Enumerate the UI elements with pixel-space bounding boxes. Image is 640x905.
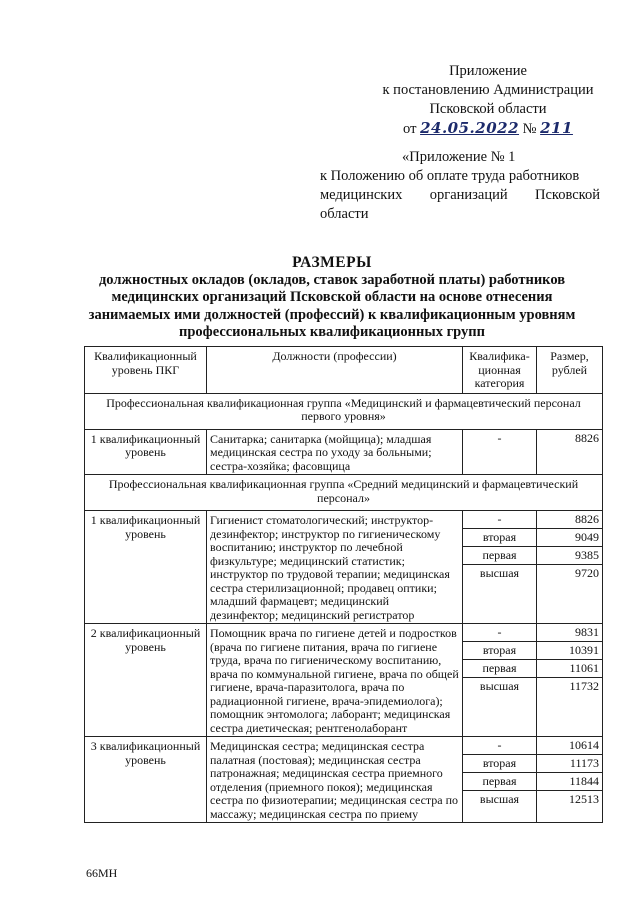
handwritten-date: 24.05.2022	[420, 119, 520, 137]
salary-value: 10391	[537, 642, 602, 660]
salary-value: 9720	[575, 566, 599, 580]
salary-value: 12513	[569, 792, 599, 806]
annex-header-line2: к постановлению Администрации	[382, 82, 594, 98]
category-value: -	[463, 511, 536, 529]
salary-value: 9831	[537, 624, 602, 642]
qual-level-cell: 1 квалификационный уровень	[85, 429, 207, 475]
title-main: РАЗМЕРЫ	[292, 254, 372, 271]
category-cell	[463, 511, 537, 624]
qual-level-cell: 1 квалификационный уровень	[85, 511, 207, 624]
salary-value: 11844	[537, 773, 602, 791]
header-category: Квалифика-ционная категория	[463, 347, 537, 394]
salary-table	[84, 346, 603, 823]
annex-header	[368, 62, 608, 139]
title-line4: профессиональных квалификационных групп	[179, 324, 485, 340]
positions-cell: Помощник врача по гигиене детей и подростков (врача по гигиене питания, врача по гигиене труда, врача по гигиеническому воспитанию, врача по коммунальной гигиене, врача по общей гигиене, врача-паразитолога, врача по радиационной гигиене, врача-эпидемиолога); помощник энтомолога; лаборант; медицинская сестра диетическая; рентгенолаборант	[207, 624, 463, 737]
category-cell	[463, 624, 537, 737]
salary-value: 9385	[537, 547, 602, 565]
document-title	[62, 254, 602, 342]
group-row	[85, 475, 603, 511]
annex-reference	[320, 148, 600, 224]
number-prefix: №	[522, 121, 537, 137]
qual-level-cell: 3 квалификационный уровень	[85, 737, 207, 823]
salary-value: 8826	[575, 430, 599, 445]
salary-cell	[537, 511, 603, 624]
title-line2: медицинских организаций Псковской области на основе отнесения	[111, 289, 553, 305]
category-value: высшая	[479, 566, 520, 580]
annex-ref-line3: медицинских организаций Псковской	[320, 187, 600, 203]
title-line1: должностных окладов (окладов, ставок заработной платы) работников	[98, 271, 566, 288]
annex-date-line	[368, 119, 608, 139]
salary-value: 10614	[537, 737, 602, 755]
header-qual-level: Квалификационный уровень ПКГ	[85, 347, 207, 394]
salary-value: 9049	[537, 529, 602, 547]
salary-value: 11732	[569, 679, 599, 693]
handwritten-number: 211	[540, 119, 573, 137]
salary-cell	[537, 429, 603, 475]
qual-level-cell: 2 квалификационный уровень	[85, 624, 207, 737]
salary-value: 8826	[537, 511, 602, 529]
positions-cell: Гигиенист стоматологический; инструктор-дезинфектор; инструктор по гигиеническому воспитанию; инструктор по лечебной физкультуре; медицинский статистик; инструктор по трудовой терапии; медицинская сестра стерилизационной; продавец оптики; младший фармацевт; медицинский дезинфектор; медицинский регистратор	[207, 511, 463, 624]
salary-cell	[537, 737, 603, 823]
salary-value: 11061	[537, 660, 602, 678]
header-salary: Размер, рублей	[537, 347, 603, 394]
footer-code: 66МН	[86, 866, 118, 880]
annex-ref-line2: к Положению об оплате труда работников	[320, 168, 580, 184]
header-positions: Должности (профессии)	[207, 347, 463, 394]
category-cell	[463, 737, 537, 823]
category-value: -	[463, 624, 536, 642]
category-value: вторая	[463, 529, 536, 547]
category-value: высшая	[479, 679, 520, 693]
group-row	[85, 393, 603, 429]
salary-cell	[537, 624, 603, 737]
positions-cell: Санитарка; санитарка (мойщица); младшая медицинская сестра по уходу за больными; сестра-хозяйка; фасовщица	[207, 429, 463, 475]
category-value: вторая	[463, 642, 536, 660]
table-header-row	[85, 347, 603, 394]
table-row	[85, 511, 603, 624]
annex-header-line1: Приложение	[449, 63, 527, 79]
category-value: первая	[463, 660, 536, 678]
category-value: высшая	[479, 792, 520, 806]
category-value: вторая	[463, 755, 536, 773]
date-prefix: от	[403, 121, 417, 137]
table-row	[85, 624, 603, 737]
title-line3: занимаемых ими должностей (профессий) к квалификационным уровням	[88, 306, 576, 323]
category-value: -	[497, 430, 502, 445]
table-row	[85, 429, 603, 475]
group-title: Профессиональная квалификационная группа «Медицинский и фармацевтический персонал первого уровня»	[85, 393, 603, 429]
table-row	[85, 737, 603, 823]
category-value: -	[463, 737, 536, 755]
group-title: Профессиональная квалификационная группа «Средний медицинский и фармацевтический персонал»	[85, 475, 603, 511]
category-value: первая	[463, 773, 536, 791]
annex-ref-line1: «Приложение № 1	[402, 149, 516, 165]
category-value: первая	[463, 547, 536, 565]
positions-cell: Медицинская сестра; медицинская сестра палатная (постовая); медицинская сестра патронажная; медицинская сестра приемного отделения (приемного покоя); медицинская сестра по физиотерапии; медицинская сестра по массажу; медицинская сестра по приему	[207, 737, 463, 823]
annex-ref-line4: области	[320, 206, 369, 222]
category-cell	[463, 429, 537, 475]
salary-value: 11173	[537, 755, 602, 773]
annex-header-line3: Псковской области	[429, 101, 547, 117]
